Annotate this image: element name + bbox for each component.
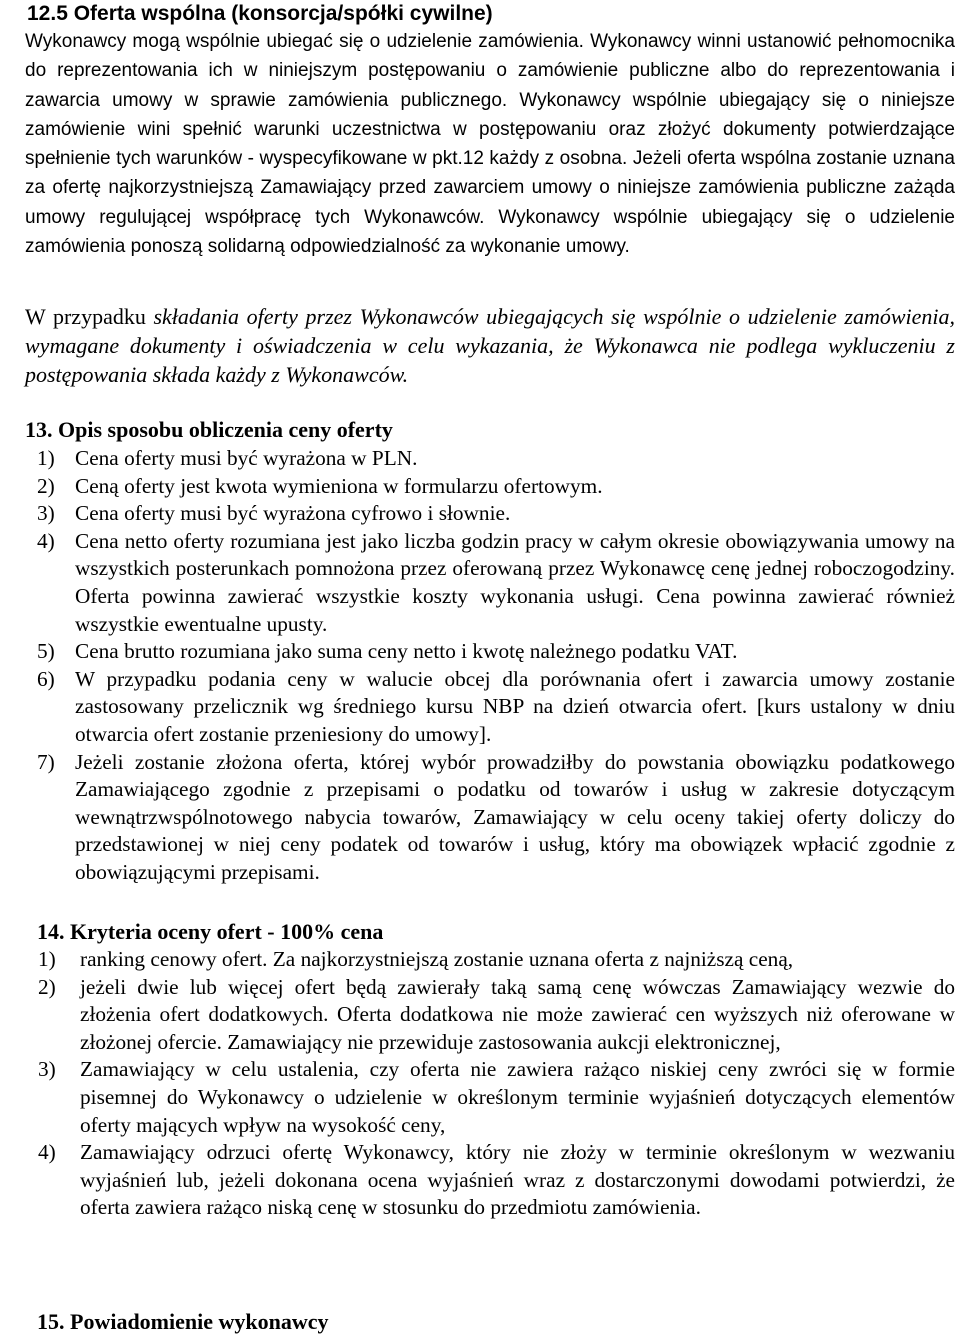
item-number: 6) [37,666,55,691]
item-text: Cena netto oferty rozumiana jest jako liczba godzin pracy w całym okresie obowiązywania umowy na wszystkich posterunkach pomnożona przez oferowaną przez Wykonawcę cenę jednej roboczogodziny. Oferta powinna zawierać wszystkie koszty wykonania usługi. Cena powinna zawierać również wszystkie ewentualne upusty. [75,528,955,636]
list-item [25,500,955,528]
section-12-5-paragraph [25,27,955,261]
item-number: 7) [37,749,55,774]
paragraph-lead: W przypadku [25,304,154,329]
list-item [25,445,955,473]
list-item [25,1139,955,1222]
item-text: Jeżeli zostanie złożona oferta, której wybór prowadziłby do powstania obowiązku podatkowego Zamawiającego zgodnie z przepisami o podatku od towarów i usług w zakresie dotyczącym wewnątrzwspólnotowego nabycia towarów, Zamawiający w celu oceny takiej oferty doliczy do przedstawionej w niej ceny podatek od towarów i usług, który ma obowiązek wpłacić zgodnie z obowiązującymi przepisami. [75,749,955,884]
list-item [25,749,955,887]
list-item [25,473,955,501]
paragraph-italic: składania oferty przez Wykonawców ubiegających się wspólnie o udzielenie zamówienia, wymagane dokumenty i oświadczenia w celu wykazania, że Wykonawca nie podlega wykluczeniu z postępowania składa każdy z Wykonawców. [25,304,955,387]
list-item [25,638,955,666]
section-12-5-heading: 12.5 Oferta wspólna (konsorcja/spółki cywilne) [27,2,493,25]
item-text: Cena oferty musi być wyrażona cyfrowo i słownie. [75,501,511,526]
list-item [25,974,955,1057]
list-item [25,528,955,638]
section-14-heading: 14. Kryteria oceny ofert - 100% cena [37,919,384,944]
list-item [25,666,955,749]
item-text: Cena brutto rozumiana jako suma ceny netto i kwotę należnego podatku VAT. [75,639,738,664]
item-number: 1) [37,446,55,470]
section-13-list [25,445,955,887]
item-text: W przypadku podania ceny w walucie obcej dla porównania ofert i zawarcia umowy zostanie zastosowany przelicznik wg średniego kursu NBP na dzień otwarcia ofert. [kurs ustalony w dniu otwarcia ofert zostanie przeniesiony do umowy]. [75,666,955,746]
item-number: 4) [37,528,55,553]
section-13-heading: 13. Opis sposobu obliczenia ceny oferty [25,417,393,442]
item-text: jeżeli dwie lub więcej ofert będą zawierały taką samą cenę wówczas Zamawiający wezwie do złożenia ofert dodatkowych. Oferta dodatkowa nie może zawierać cen wyższych niż oferowane w złożonej ofercie. Zamawiający nie przewiduje zastosowania aukcji elektronicznej, [80,974,955,1054]
section-15-heading: 15. Powiadomienie wykonawcy [37,1309,329,1334]
item-text: ranking cenowy ofert. Za najkorzystniejszą zostanie uznana oferta z najniższą ceną, [80,947,794,971]
item-text: Zamawiający odrzuci ofertę Wykonawcy, który nie złoży w terminie określonym w wezwaniu wyjaśnień lub, jeżeli dokonana ocena wyjaśnień wraz z dostarczonymi dowodami potwierdzi, że oferta zawiera rażąco niską cenę w stosunku do przedmiotu zamówienia. [80,1140,955,1220]
item-text: Ceną oferty jest kwota wymieniona w formularzu ofertowym. [75,473,603,498]
item-number: 1) [38,947,56,971]
item-text: Cena oferty musi być wyrażona w PLN. [75,446,418,470]
item-text: Zamawiający w celu ustalenia, czy oferta nie zawiera rażąco niskiej ceny zwróci się w formie pisemnej do Wykonawcy o udzielenie w określonym terminie wyjaśnień dotyczących elementów oferty mających wpływ na wysokość ceny, [80,1057,955,1137]
item-number: 5) [37,639,55,664]
item-number: 3) [38,1057,56,1082]
consortium-documents-paragraph [25,302,955,389]
item-number: 4) [38,1140,56,1165]
item-number: 2) [38,974,56,999]
paragraph-text-b: Wykonawcy wspólnie ubiegający się o niniejsze zamówienie wini spełnić warunki uczestnictwa w postępowaniu oraz złożyć dokumenty potwierdzające spełnienie tych warunków - wyspecyfikowane w pkt.12 każdy z osobna. [25,89,955,170]
paragraph-text-a: Wykonawcy mogą wspólnie ubiegać się o udzielenie zamówienia. Wykonawcy winni ustanowić pełnomocnika do reprezentowania ich w niniejszym postępowaniu o zamówienie publiczne albo do reprezentowania i zawarcia umowy w sprawie zamówienia publicznego. [25,31,955,111]
item-number: 2) [37,473,55,498]
paragraph-text-c: Jeżeli oferta wspólna zostanie uznana za ofertę najkorzystniejszą Zamawiający przed zawarciem umowy o niniejsze zamówienia publiczne zażąda umowy regulującej współpracę tych Wykonawców. Wykonawcy wspólnie ubiegający się o udzielenie zamówienia ponoszą solidarną odpowiedzialność za wykonanie umowy. [25,148,955,258]
list-item [25,1056,955,1139]
section-14-list [25,946,955,1222]
item-number: 3) [37,501,55,526]
list-item [25,946,955,974]
